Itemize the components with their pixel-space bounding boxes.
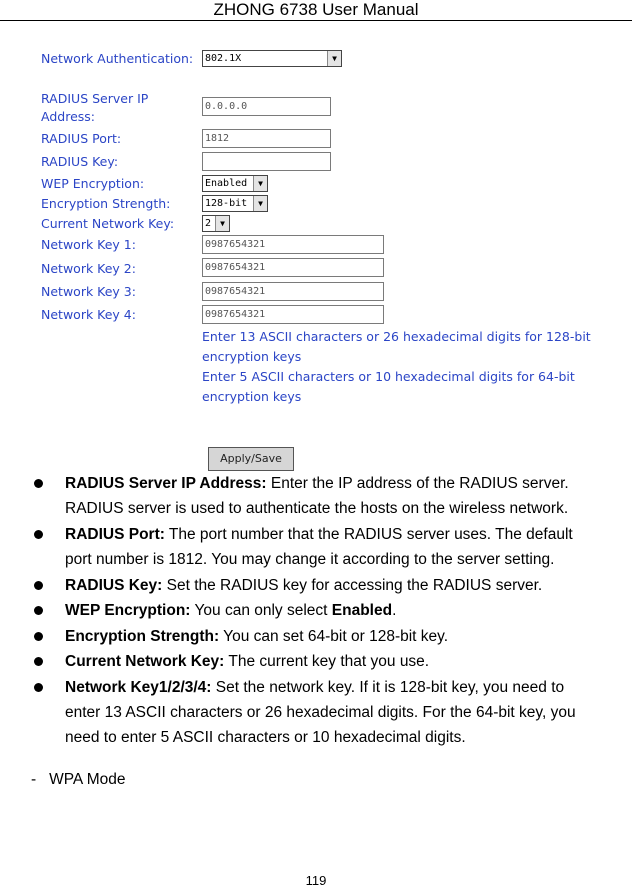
chevron-down-icon: ▼ [253,176,267,191]
radius-key-input[interactable] [202,152,331,171]
bullet-dot [34,479,43,488]
radius-ip-input[interactable]: 0.0.0.0 [202,97,331,116]
bullet-text: Enter the IP address of the RADIUS server. [266,475,569,492]
radius-ip-label-line2: Address: [41,109,95,124]
network-auth-value: 802.1X [205,53,242,64]
bullet-emphasis: Enabled [331,602,393,619]
wep-encryption-select[interactable] [202,175,268,192]
encryption-strength-label: Encryption Strength: [41,196,171,211]
bullet-dot [34,581,43,590]
bullet-dot [34,606,43,615]
list-item [65,649,625,674]
bullet-dot [34,683,43,692]
network-auth-select[interactable] [202,50,342,67]
radius-key-label: RADIUS Key: [41,154,119,169]
network-key-4-label: Network Key 4: [41,307,136,322]
document-header-title: ZHONG 6738 User Manual [213,0,419,19]
current-key-select[interactable] [202,215,230,232]
bullet-term: RADIUS Server IP Address: [65,475,267,492]
bullet-text: You can only select [190,602,332,619]
network-auth-label: Network Authentication: [41,51,194,66]
network-key-2-label: Network Key 2: [41,261,136,276]
network-key-2-input[interactable]: 0987654321 [202,258,384,277]
key-hint-64-line2: encryption keys [202,389,302,404]
bullet-text: RADIUS server is used to authenticate the hosts on the wireless network. [65,500,569,517]
radius-port-label: RADIUS Port: [41,131,122,146]
bullet-text: The port number that the RADIUS server uses. The default [164,526,573,543]
current-key-value: 2 [205,218,212,229]
chevron-down-icon: ▼ [253,196,267,211]
wpa-mode-subheading: - WPA Mode [31,771,126,788]
network-key-3-label: Network Key 3: [41,284,136,299]
list-item [65,522,625,572]
bullet-dot [34,530,43,539]
encryption-strength-select[interactable] [202,195,268,212]
bullet-dot [34,632,43,641]
bullet-text: enter 13 ASCII characters or 26 hexadecimal digits. For the 64-bit key, you [65,704,576,721]
bullet-text: Set the network key. If it is 128-bit key, you need to [211,679,565,696]
bullet-term: RADIUS Key: [65,577,163,594]
bullet-text: port number is 1812. You may change it according to the server setting. [65,551,555,568]
bullet-term: WEP Encryption: [65,602,191,619]
bullet-text: You can set 64-bit or 128-bit key. [219,628,449,645]
chevron-down-icon: ▼ [327,51,341,66]
key-hint-128-line2: encryption keys [202,349,302,364]
list-item [65,624,625,649]
bullet-text: The current key that you use. [224,653,430,670]
chevron-down-icon: ▼ [215,216,229,231]
list-item [65,675,625,750]
bullet-term: Network Key1/2/3/4: [65,679,212,696]
current-key-label: Current Network Key: [41,216,175,231]
list-item [65,573,625,598]
wep-encryption-value: Enabled [205,178,248,189]
network-key-3-input[interactable]: 0987654321 [202,282,384,301]
list-item [65,471,625,521]
encryption-strength-value: 128-bit [205,198,248,209]
radius-ip-label-line1: RADIUS Server IP [41,91,149,106]
bullet-term: Encryption Strength: [65,628,220,645]
network-key-1-input[interactable]: 0987654321 [202,235,384,254]
list-item [65,598,625,623]
wep-encryption-label: WEP Encryption: [41,176,145,191]
page-number: 119 [305,873,327,888]
bullet-text: . [392,602,397,619]
bullet-term: RADIUS Port: [65,526,165,543]
apply-save-button[interactable]: Apply/Save [208,447,294,471]
network-key-4-input[interactable]: 0987654321 [202,305,384,324]
bullet-text: need to enter 5 ASCII characters or 10 hexadecimal digits. [65,729,466,746]
key-hint-64-line1: Enter 5 ASCII characters or 10 hexadecimal digits for 64-bit [202,369,575,384]
bullet-text: Set the RADIUS key for accessing the RADIUS server. [162,577,543,594]
header-rule [0,20,632,21]
bullet-dot [34,657,43,666]
key-hint-128-line1: Enter 13 ASCII characters or 26 hexadecimal digits for 128-bit [202,329,591,344]
network-key-1-label: Network Key 1: [41,237,136,252]
bullet-term: Current Network Key: [65,653,225,670]
radius-port-input[interactable]: 1812 [202,129,331,148]
